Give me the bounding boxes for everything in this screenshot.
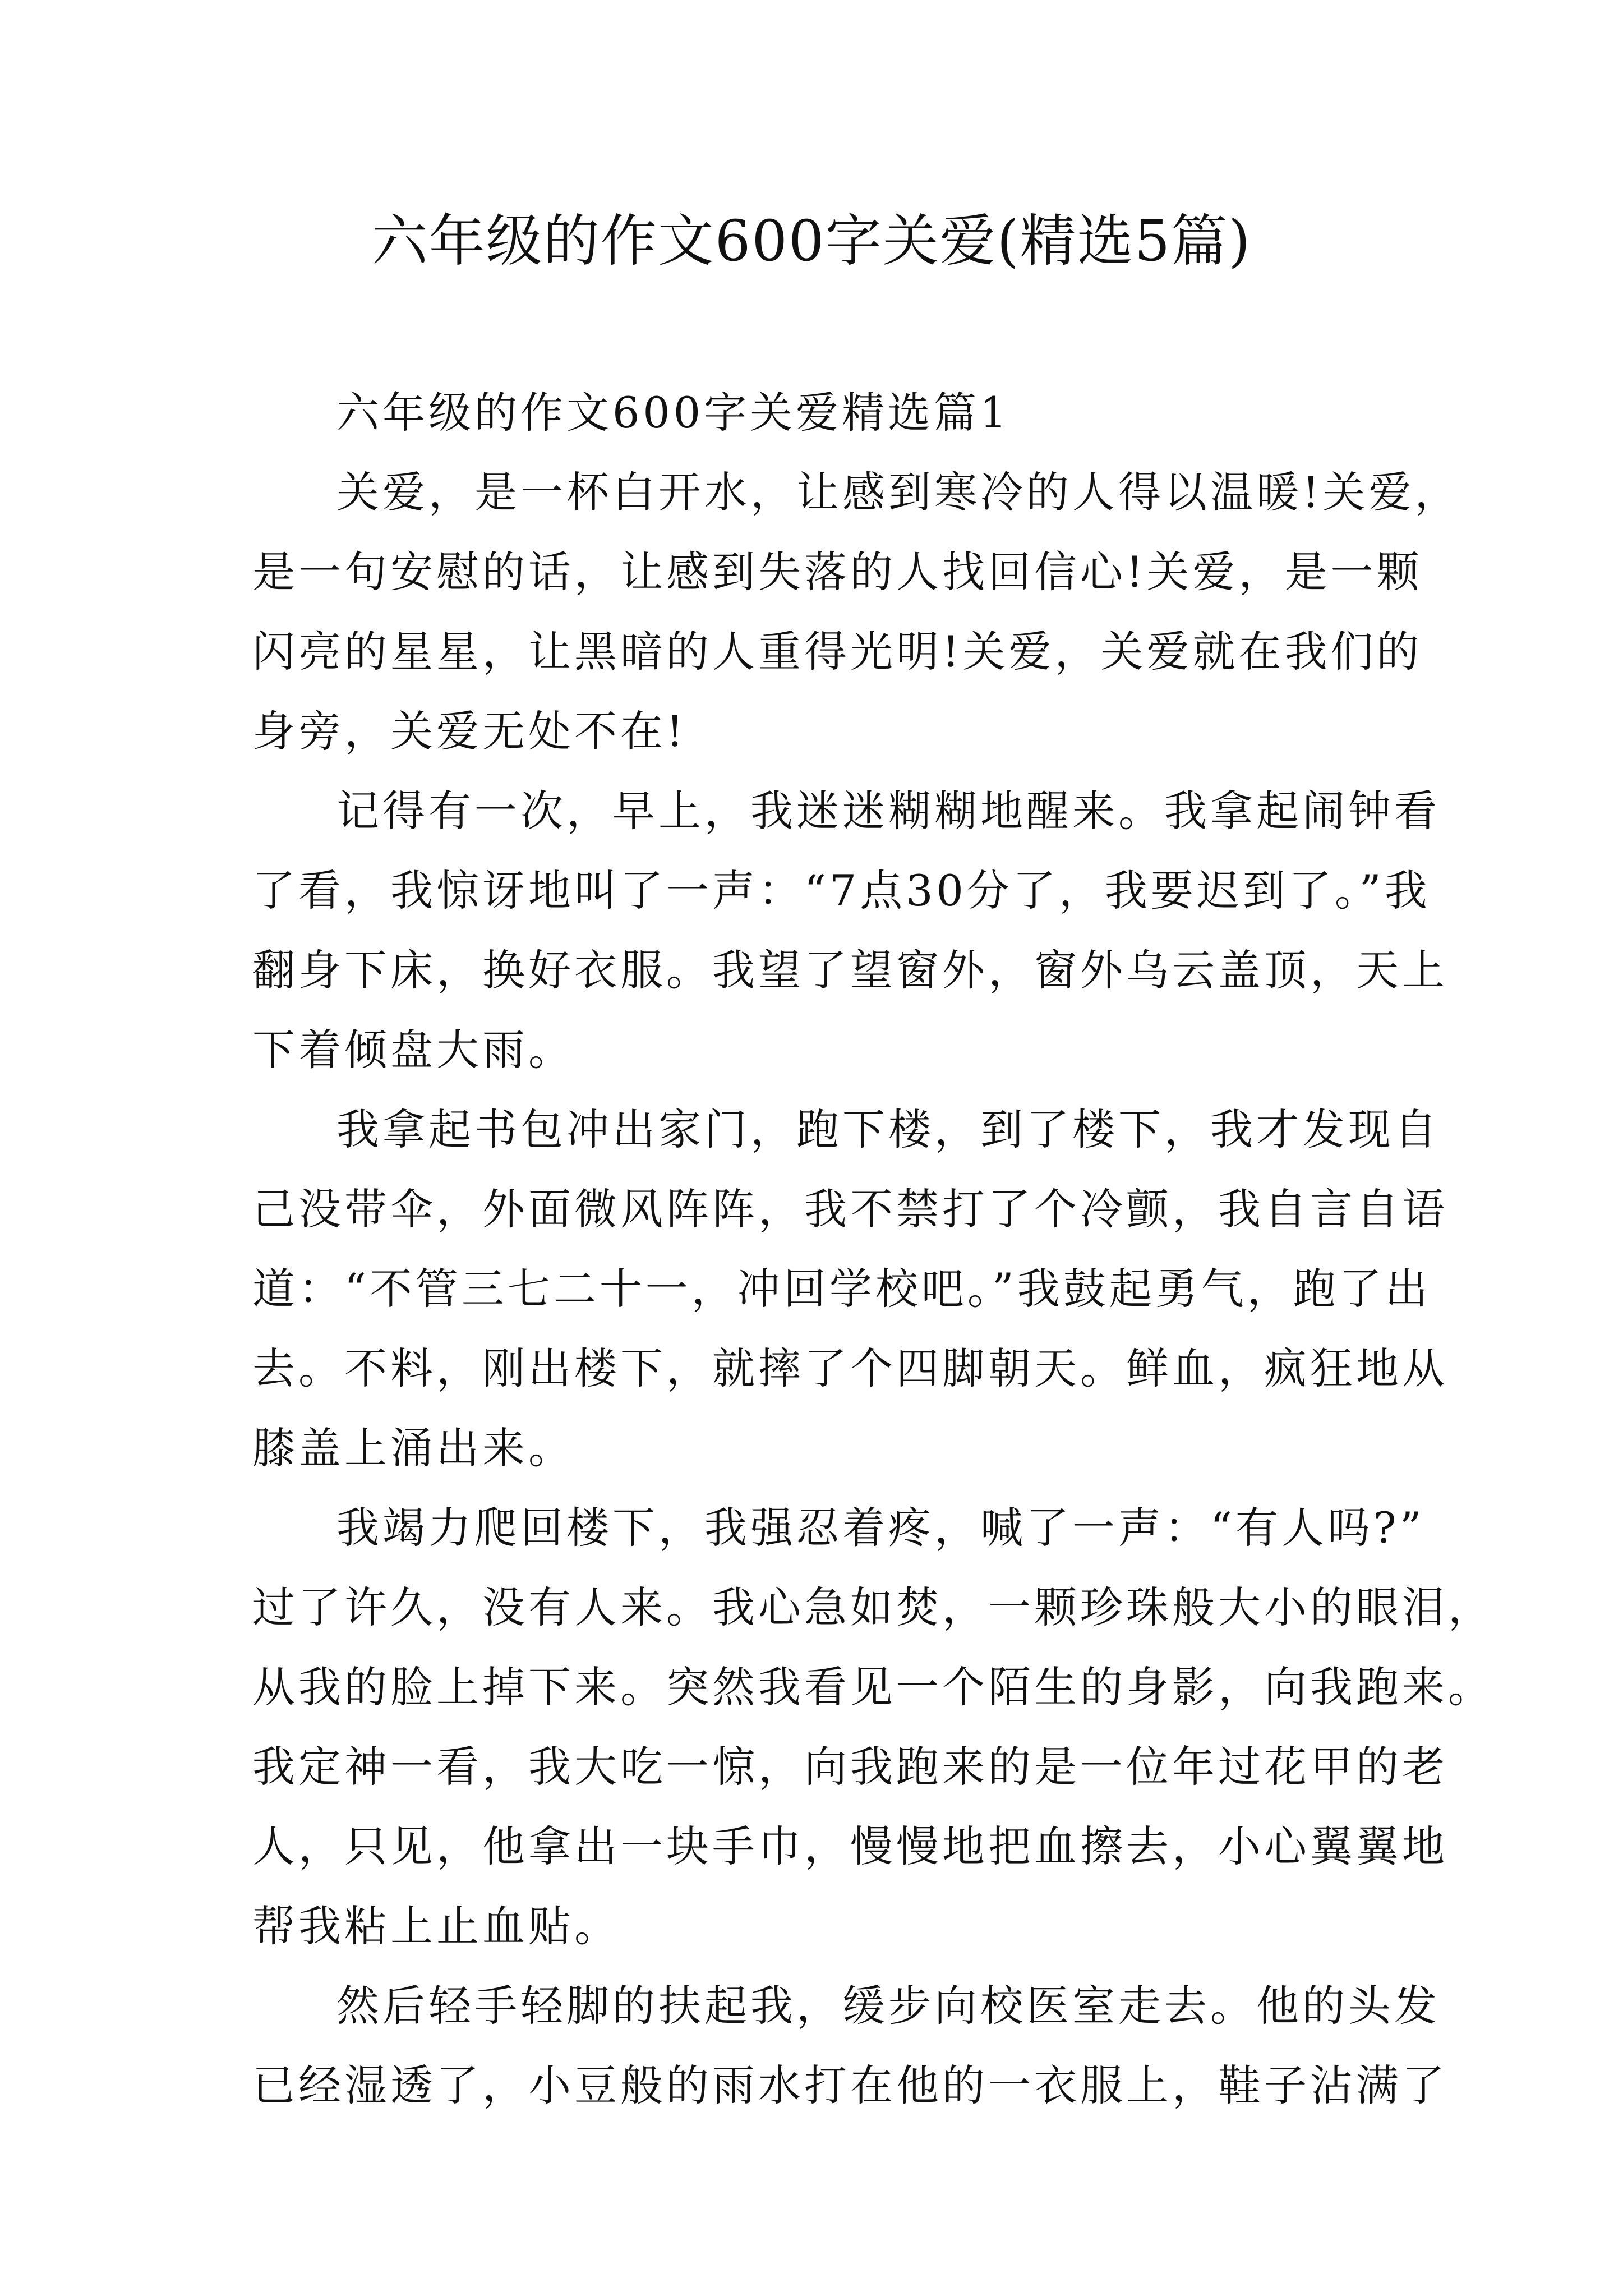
text-line: 我拿起书包冲出家门，跑下楼，到了楼下，我才发现自 — [336, 1105, 1440, 1154]
text-line: 闪亮的星星，让黑暗的人重得光明!关爱，关爱就在我们的 — [252, 627, 1423, 677]
text-line: 道：“不管三七二十一，冲回学校吧。”我鼓起勇气，跑了出 — [252, 1264, 1431, 1314]
text-line: 人，只见，他拿出一块手巾，慢慢地把血擦去，小心翼翼地 — [252, 1821, 1448, 1871]
text-line: 我竭力爬回楼下，我强忍着疼，喊了一声：“有人吗?” — [336, 1503, 1425, 1553]
document-title: 六年级的作文600字关爱(精选5篇) — [371, 208, 1252, 274]
text-line: 关爱，是一杯白开水，让感到寒冷的人得以温暖!关爱， — [336, 467, 1461, 517]
text-line: 了看，我惊讶地叫了一声：“7点30分了，我要迟到了。”我 — [252, 866, 1431, 915]
text-line: 我定神一看，我大吃一惊，向我跑来的是一位年过花甲的老 — [252, 1742, 1448, 1792]
text-line: 己没带伞，外面微风阵阵，我不禁打了个冷颤，我自言自语 — [252, 1184, 1448, 1234]
text-line: 记得有一次，早上，我迷迷糊糊地醒来。我拿起闹钟看 — [336, 786, 1440, 836]
text-line: 然后轻手轻脚的扶起我，缓步向校医室走去。他的头发 — [336, 1981, 1440, 2031]
document-body — [252, 373, 1494, 2125]
text-line: 身旁，关爱无处不在! — [252, 706, 687, 756]
text-line: 下着倾盘大雨。 — [252, 1025, 574, 1075]
text-line: 翻身下床，换好衣服。我望了望窗外，窗外乌云盖顶，天上 — [252, 945, 1448, 995]
text-line: 从我的脸上掉下来。突然我看见一个陌生的身影，向我跑来。 — [252, 1662, 1494, 1712]
text-line: 是一句安慰的话，让感到失落的人找回信心!关爱，是一颗 — [252, 547, 1423, 597]
text-line: 帮我粘上止血贴。 — [252, 1901, 620, 1951]
text-line: 已经湿透了，小豆般的雨水打在他的一衣服上，鞋子沾满了 — [252, 2060, 1448, 2110]
text-line: 六年级的作文600字关爱精选篇1 — [336, 388, 1011, 438]
text-line: 膝盖上涌出来。 — [252, 1423, 574, 1473]
text-line: 过了许久，没有人来。我心急如焚，一颗珍珠般大小的眼泪， — [252, 1582, 1494, 1632]
text-line: 去。不料，刚出楼下，就摔了个四脚朝天。鲜血，疯狂地从 — [252, 1343, 1448, 1393]
